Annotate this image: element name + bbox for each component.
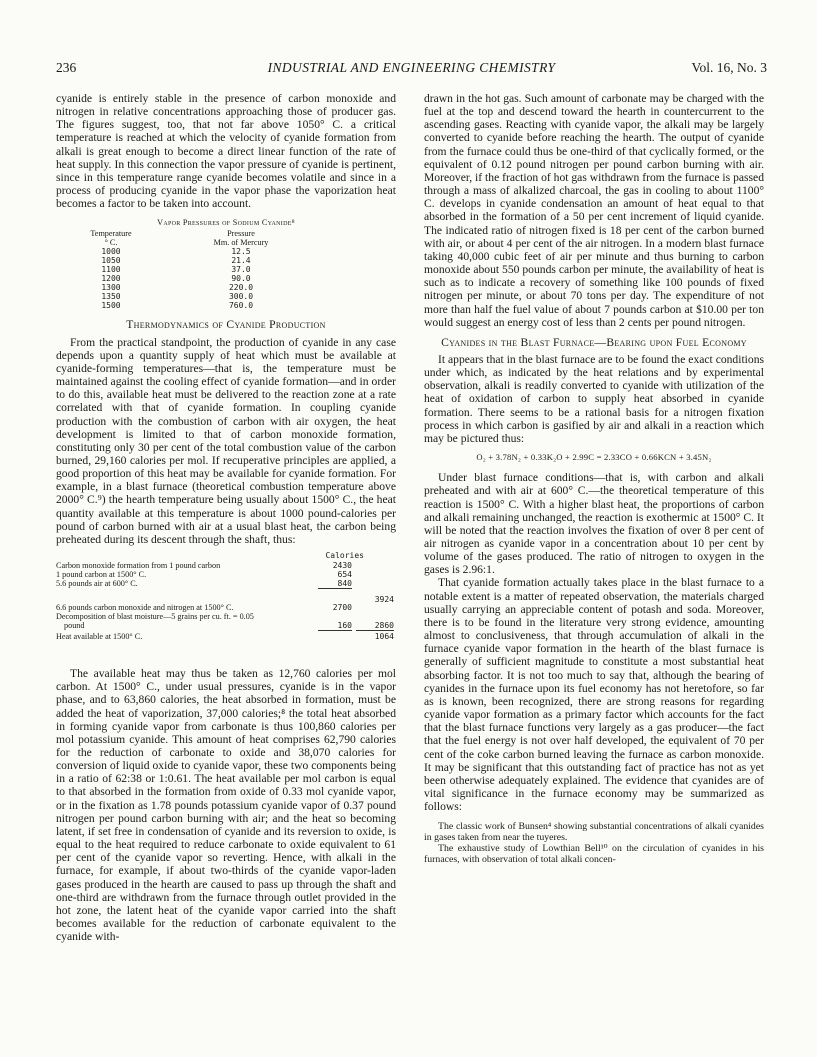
column-unit: ° C. xyxy=(104,238,118,248)
volume-issue: Vol. 16, No. 3 xyxy=(691,60,767,75)
column-unit: Mm. of Mercury xyxy=(213,238,269,248)
journal-title: INDUSTRIAL AND ENGINEERING CHEMISTRY xyxy=(267,60,556,75)
right-column xyxy=(424,92,764,865)
page-number: 236 xyxy=(56,60,77,75)
table-row xyxy=(56,247,396,256)
section-heading: Thermodynamics of Cyanide Production xyxy=(126,318,326,332)
table-cell: 1100 xyxy=(101,265,121,275)
table-total: 1064 xyxy=(374,632,394,642)
table-sum: 2860 xyxy=(356,621,394,631)
table-cell: 2430 xyxy=(332,561,352,571)
table-row xyxy=(56,301,396,310)
table-row-label: pound xyxy=(64,621,85,631)
table-row xyxy=(56,283,396,292)
table-cell: 220.0 xyxy=(228,283,254,293)
evidence-item: The exhaustive study of Lowthian Bell¹⁰ on the circulation of cyanides in his furnaces, with observation of total alkali concen- xyxy=(424,843,764,866)
table-row xyxy=(56,256,396,265)
page-header xyxy=(56,60,767,80)
evidence-item: The classic work of Bunsen⁴ showing substantial concentrations of alkali cyanides in gases taken from near the tuyeres. xyxy=(424,821,764,844)
table-row-label: 6.6 pounds carbon monoxide and nitrogen at 1500° C. xyxy=(56,603,234,613)
table-row-label: Decomposition of blast moisture—5 grains per cu. ft. = 0.05 xyxy=(56,612,254,622)
table-row xyxy=(56,274,396,283)
column-header: Temperature xyxy=(90,229,132,239)
paragraph: It appears that in the blast furnace are to be found the exact conditions under which, as indicated by the heat relations and by experimental observation, alkali is readily converted to cyanide with utilization of the heat of oxidation of carbon to supply heat absorbed in cyanide formation. There seems to be a rational basis for a nitrogen fixation process in which carbon is gasified by air and alkali in a reaction which may be pictured thus: xyxy=(424,352,764,445)
table-row xyxy=(56,292,396,301)
paragraph: Under blast furnace conditions—that is, with carbon and alkali preheated and with air at 600° C.—the theoretical temperature of this reaction is 1500° C. With a higher blast heat, the proportions of carbon and alkali remaining unchanged, the reaction is exothermic at 1500° C. It will be noted that the reaction involves the fixation of over 8 per cent of air nitrogen as cyanide vapor in a concentration about 10 per cent by volume of the gases produced. The ratio of nitrogen to oxygen in the gases is 2.96:1. xyxy=(424,471,764,577)
table-cell: 160 xyxy=(318,621,352,631)
table-cell: 1500 xyxy=(101,301,121,311)
paragraph: drawn in the hot gas. Such amount of carbonate may be charged with the fuel at the top and descend toward the hearth in countercurrent to the ascending gases. Reacting with cyanide vapor, the alkali may be largely converted to cyanide before reaching the hearth. The output of cyanide from the furnace could thus be one-third of that cyclically formed, or the equivalent of 0.12 pound nitrogen per pound carbon burning with air. Moreover, if the fraction of hot gas withdrawn from the furnace is passed through a mass of alkalized charcoal, the gas in cooling to about 1100° C. develops in cyanide condensation an amount of heat equal to that absorbed in the formation of a 50 per cent increment of liquid cyanide. The indicated ratio of nitrogen fixed is 18 per cent of the carbon burned with air, or about 4 per cent of the air nitrogen. In a modern blast furnace taking 40,000 cubic feet of air per minute and thus burning to carbon monoxide about 550 pounds carbon per minute, the availability of heat is such as to indicate a recovery of something like 100 pounds of fixed nitrogen per minute, or about 70 tons per day. The expenditure of not more than half the fuel value of about 7 pounds carbon at $10.00 per ton would suggest an energy cost of less than 2 cents per pound nitrogen. xyxy=(424,92,764,329)
heat-balance-table xyxy=(56,551,396,663)
table-title: Vapor Pressures of Sodium Cyanide⁸ xyxy=(157,218,295,228)
table-header xyxy=(56,229,396,238)
table-cell: 90.0 xyxy=(231,274,251,284)
table-cell: 12.5 xyxy=(231,247,251,257)
paragraph: The available heat may thus be taken as 12,760 calories per mol carbon. At 1500° C., under usual pressures, cyanide is in the vapor phase, and to 63,860 calories, the heat absorbed in formation, must be added the heat of vaporization, 37,000 calories;⁸ the total heat absorbed in forming cyanide vapor from carbonate is thus 100,860 calories per mol potassium cyanide. This amount of heat comprises 62,790 calories for the reduction of carbonate to oxide and 38,070 calories for conversion of liquid oxide to cyanide vapor, these two components being in a ratio of 62:38 or 1:0.61. The heat available per mol carbon is equal to that absorbed in the formation from oxide of 0.33 mol cyanide vapor, or in the fixation as 1.78 pounds potassium cyanide vapor of 0.37 pound nitrogen per pound carbon burning with air; and the heat so becoming latent, if set free in condensation of cyanide and its reversion to oxide, is equal to the heat required to reduce carbonate to oxide equivalent to 61 per cent of the cyanide vapor so reverting. Hence, with alkali in the furnace, for example, if about two-thirds of the cyanide vapor-laden gases produced in the hearth are caused to pass up through the shaft and one-third are withdrawn from the furnace through outlet provided in the hot zone, the latent heat of the cyanide vapor carried into the shaft becomes available for the reduction of carbonate equivalent to the cyanide with- xyxy=(56,667,396,944)
table-row-label: Carbon monoxide formation from 1 pound carbon xyxy=(56,561,221,571)
table-cell: 1350 xyxy=(101,292,121,302)
table-row xyxy=(56,265,396,274)
table-cell: 760.0 xyxy=(228,301,254,311)
table-row-label: Heat available at 1500° C. xyxy=(56,632,143,642)
table-sum: 3924 xyxy=(374,595,394,605)
table-cell: 840 xyxy=(318,579,352,589)
table-cell: 2700 xyxy=(332,603,352,613)
table-cell: 1200 xyxy=(101,274,121,284)
vapor-pressure-table xyxy=(56,218,396,310)
reaction-equation: O₂ + 3.78N₂ + 0.33K₂O + 2.99C = 2.33CO + 0.66KCN + 3.45N₂ xyxy=(476,452,712,463)
paragraph: cyanide is entirely stable in the presence of carbon monoxide and nitrogen in relative concentrations approaching those of producer gas. The figures suggest, too, that not far above 1050° C. a critical temperature is reached at which the velocity of cyanide formation from alkali is great enough to become a direct linear function of the rate of heat supply. In this connection the vapor pressure of cyanide is pertinent, since in this temperature range cyanide becomes volatile and since in a process of producing cyanide in the vapor phase the vaporization heat becomes a factor to be taken into account. xyxy=(56,92,396,211)
column-header: Calories xyxy=(325,551,364,561)
table-row-label: 5.6 pounds air at 600° C. xyxy=(56,579,138,589)
table-cell: 300.0 xyxy=(228,292,254,302)
table-header-units xyxy=(56,238,396,247)
table-cell: 1000 xyxy=(101,247,121,257)
paragraph: From the practical standpoint, the production of cyanide in any case depends upon a quantity supply of heat which must be available at cyanide-forming temperatures—that is, the temperature must be maintained against the cooling effect of cyanide formation—and in order to do this, available heat must be delivered to the reaction zone at a rate correlated with that of cyanide formation. In coupling cyanide production with the combustion of carbon with air oxygen, the heat development is limited to that of carbon monoxide formation, constituting only 30 per cent of the total combustion value of the carbon burned, 29,160 calories per mol. If recuperative principles are applied, a good proportion of this heat may be available for cyanide formation. For example, in a blast furnace (theoretical combustion temperature above 2000° C.⁹) the hearth temperature being usually about 1500° C., the heat quantity available at this temperature is about 1000 pound-calories per pound of carbon burned with air at a usual blast heat, the carbon being preheated during its descent through the shaft, thus: xyxy=(56,335,396,546)
paragraph: That cyanide formation actually takes place in the blast furnace to a notable extent is a matter of repeated observation, the materials charged usually carrying an appreciable content of potash and soda. Moreover, there is to be found in the literature very strong evidence, amounting almost to conclusiveness, that through accumulation of alkali in the furnace cyanide vapor formation in the hearth of the blast furnace is generally of sufficient magnitude to constitute a most substantial heat absorbing factor. It is not too much to say that, although the bearing of cyanides in the furnace upon its fuel economy has not heretofore, so far as is known, been recognized, there are strong reasons for regarding cyanide vapor formation as a primary factor which accounts for the fact that the blast furnace functions very largely as a gas producer—the fact that the fuel energy is not over half developed, the equivalent of 70 per cent of the coke carbon burned leaving the furnace as carbon monoxide. It may be significant that this outstanding fact of practice has not as yet been otherwise adequately explained. The evidence that cyanides are of vital significance in the furnace economy may be summarized as follows: xyxy=(424,576,764,814)
section-heading: Cyanides in the Blast Furnace—Bearing upon Fuel Economy xyxy=(441,335,747,349)
table-cell: 1050 xyxy=(101,256,121,266)
column-header: Pressure xyxy=(227,229,255,239)
table-row-label: 1 pound carbon at 1500° C. xyxy=(56,570,147,580)
table-cell: 37.0 xyxy=(231,265,251,275)
table-cell: 1300 xyxy=(101,283,121,293)
table-cell: 654 xyxy=(337,570,352,580)
table-cell: 21.4 xyxy=(231,256,251,266)
left-column xyxy=(56,92,396,943)
